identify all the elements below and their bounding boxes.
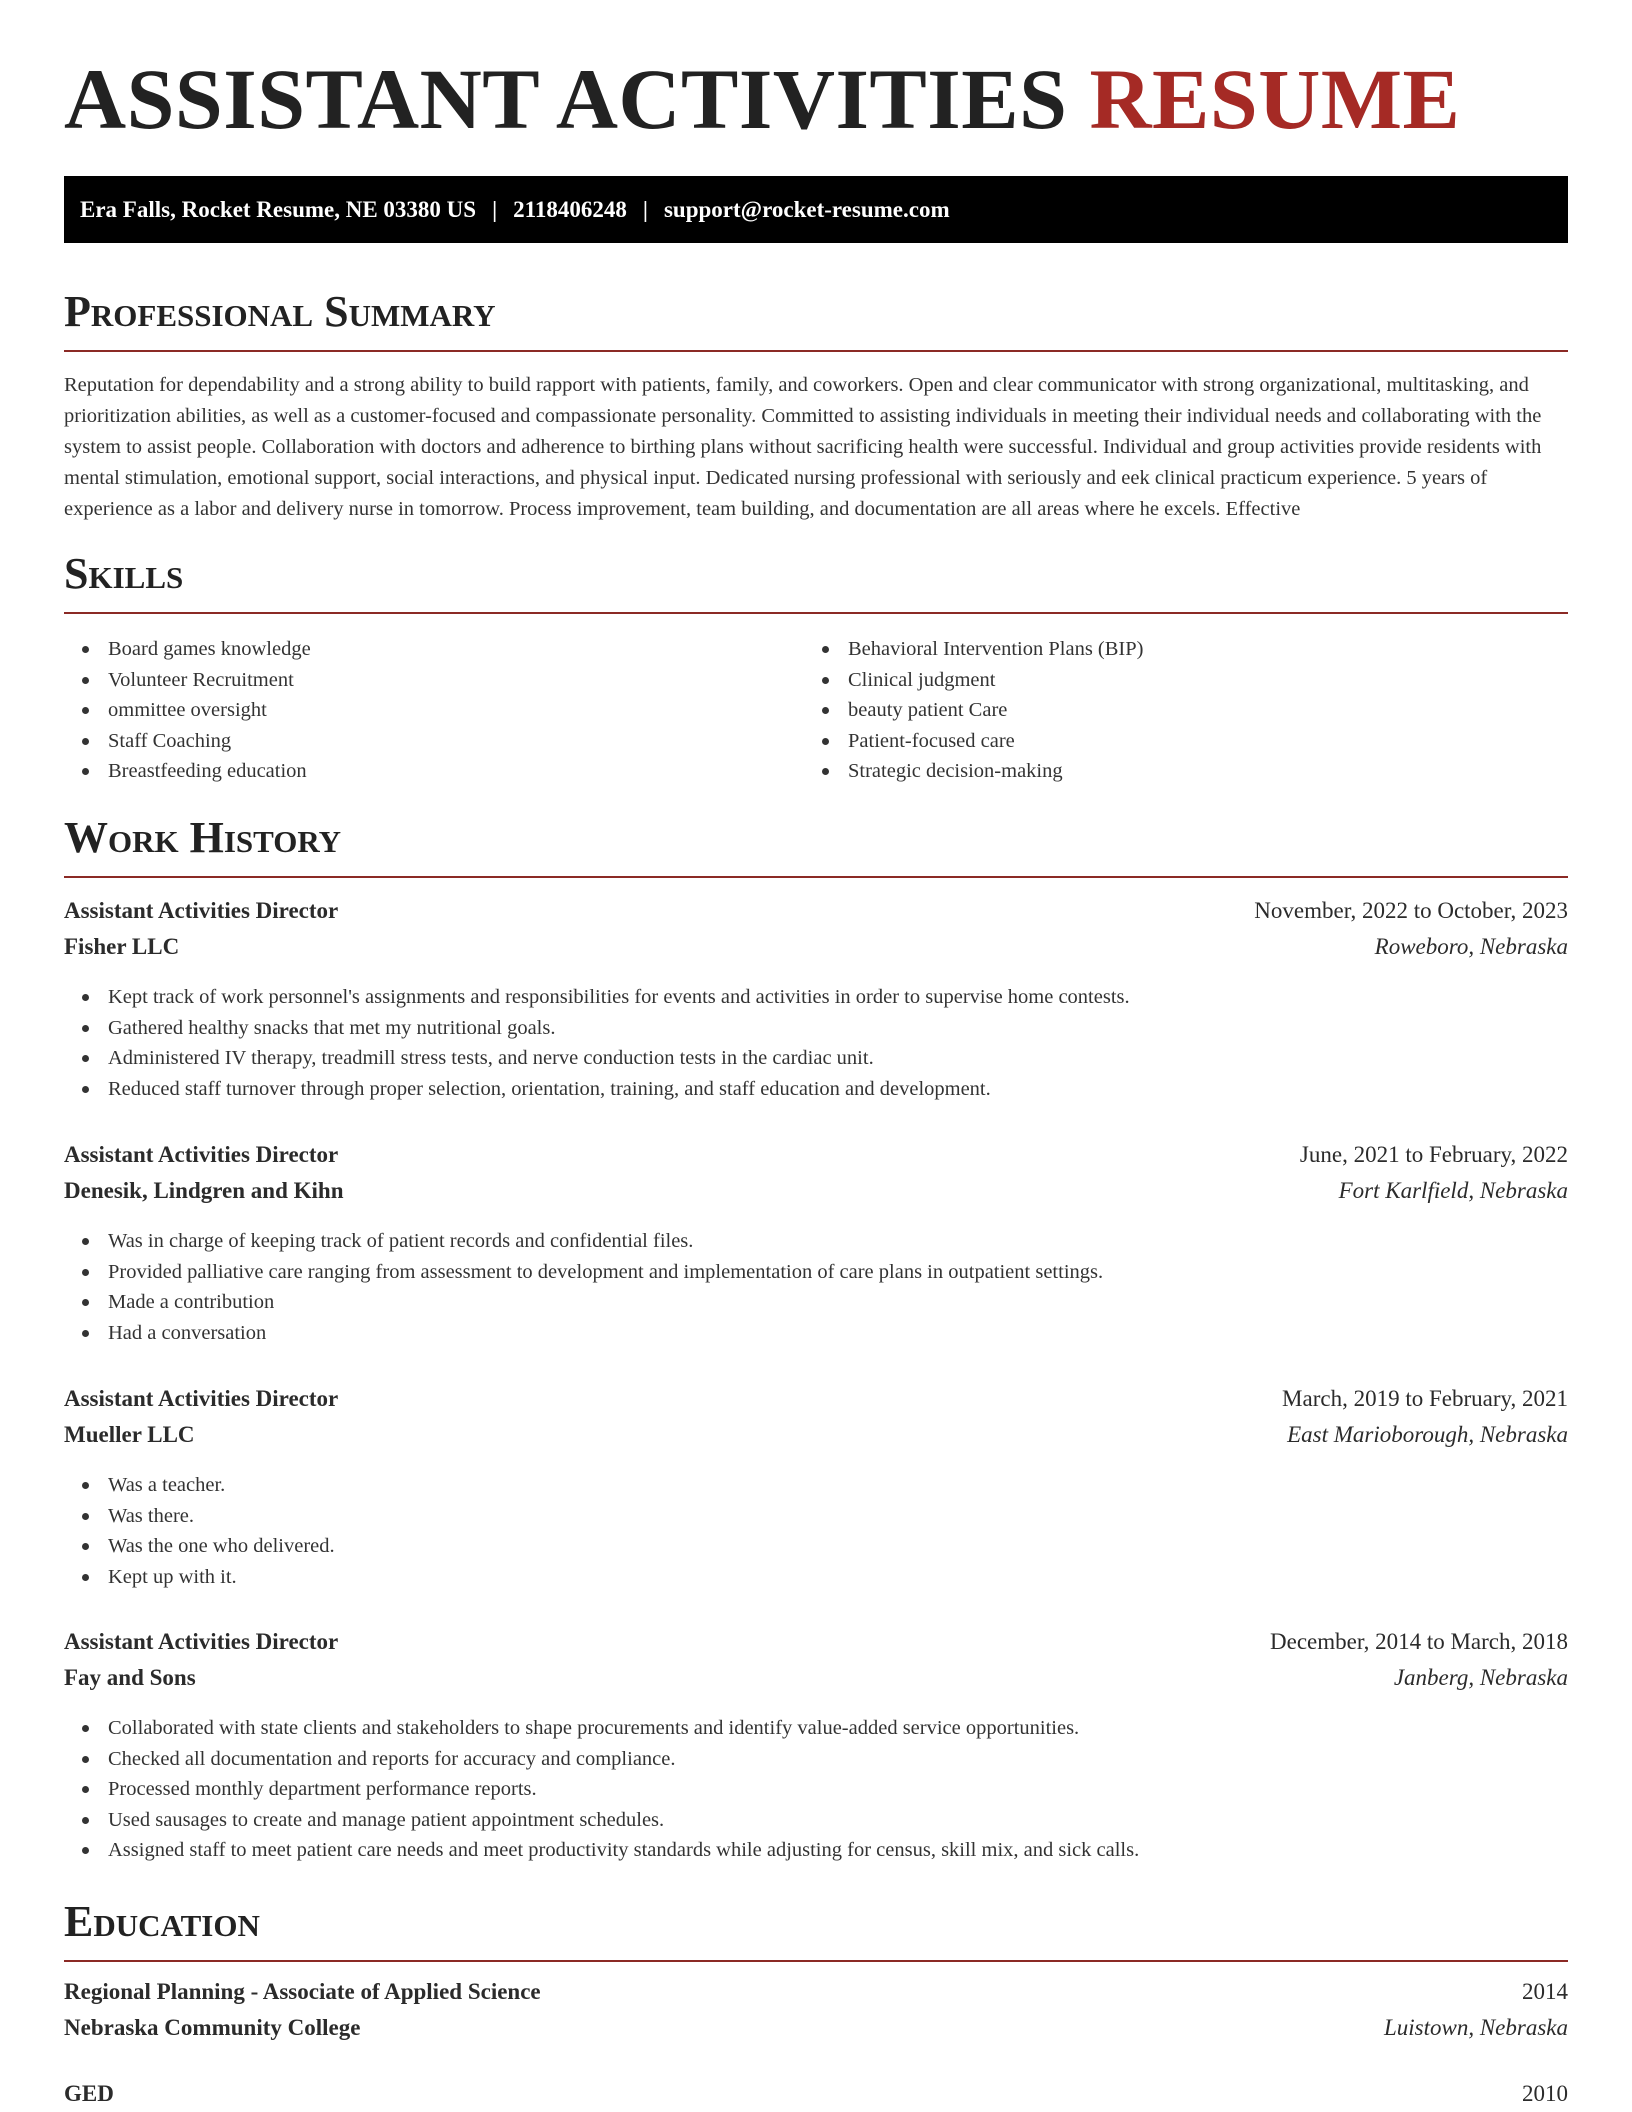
summary-text: Reputation for dependability and a strong ability to build rapport with patients, family, and coworkers. Open and clear communicator with strong organizational, multitasking, and prioritization abilities, as well as a customer-focused and compassionate personality. Committed to assisting individuals in meeting their individual needs and collaborating with the system to assist people. Collaboration with doctors and adherence to birthing plans without sacrificing health were successful. Individual and group activities provide residents with mental stimulation, emotional support, social interactions, and physical input. Dedicated nursing professional with seriously and eek clinical practicum experience. 5 years of experience as a labor and delivery nurse in tomorrow. Process improvement, team building, and documentation are all areas where he excels. Effective (64, 374, 1542, 520)
job-bullet: Kept track of work personnel's assignments and responsibilities for events and activities in order to supervise home contests. (64, 982, 1568, 1013)
education-school: Nebraska Community College (64, 2015, 361, 2040)
job-bullet: Reduced staff turnover through proper selection, orientation, training, and staff education and development. (64, 1074, 1568, 1105)
job-dates: June, 2021 to February, 2022 (1299, 1142, 1568, 1167)
skill-item: ommittee oversight (64, 695, 804, 726)
work-heading: Work History (64, 816, 1568, 878)
job-bullet: Gathered healthy snacks that met my nutritional goals. (64, 1013, 1568, 1044)
job-bullet: Was there. (64, 1501, 1568, 1532)
job-company: Fay and Sons (64, 1665, 196, 1690)
education-entry (64, 1979, 1568, 2051)
education-degree: Regional Planning - Associate of Applied Science (64, 1979, 541, 2004)
job-location: East Marioborough, Nebraska (1287, 1422, 1568, 1447)
skill-item: Board games knowledge (64, 634, 804, 665)
job-bullet: Checked all documentation and reports for accuracy and compliance. (64, 1744, 1568, 1775)
skills-heading: Skills (64, 552, 1568, 614)
job-entry (64, 1142, 1568, 1348)
contact-phone: 2118406248 (513, 196, 627, 222)
job-bullets (64, 1226, 1568, 1348)
job-bullet: Kept up with it. (64, 1562, 1568, 1593)
job-location: Fort Karlfield, Nebraska (1338, 1178, 1568, 1203)
job-role: Assistant Activities Director (64, 1629, 339, 1654)
job-location: Janberg, Nebraska (1393, 1665, 1568, 1690)
skill-item: Staff Coaching (64, 726, 804, 757)
job-bullet: Processed monthly department performance reports. (64, 1774, 1568, 1805)
contact-address: Era Falls, Rocket Resume, NE 03380 US (80, 196, 477, 222)
job-bullet: Collaborated with state clients and stakeholders to shape procurements and identify value-added service opportunities. (64, 1713, 1568, 1744)
job-role: Assistant Activities Director (64, 1386, 339, 1411)
job-bullet: Assigned staff to meet patient care needs and meet productivity standards while adjusting for census, skill mix, and sick calls. (64, 1835, 1568, 1866)
skill-item: beauty patient Care (804, 695, 1544, 726)
contact-email: support@rocket-resume.com (663, 196, 950, 222)
contact-separator: | (492, 196, 498, 222)
skills-column-left (64, 634, 804, 787)
skill-item: Volunteer Recruitment (64, 665, 804, 696)
job-bullet: Used sausages to create and manage patient appointment schedules. (64, 1805, 1568, 1836)
job-location: Roweboro, Nebraska (1374, 934, 1568, 959)
job-bullets (64, 1713, 1568, 1866)
job-role: Assistant Activities Director (64, 1142, 339, 1167)
job-bullets (64, 982, 1568, 1104)
education-heading: Education (64, 1900, 1568, 1962)
job-entry (64, 1629, 1568, 1866)
skill-item: Strategic decision-making (804, 756, 1544, 787)
title-accent: RESUME (1089, 51, 1461, 147)
job-bullets (64, 1470, 1568, 1592)
job-dates: November, 2022 to October, 2023 (1254, 898, 1568, 923)
job-dates: March, 2019 to February, 2021 (1282, 1386, 1568, 1411)
education-entry (64, 2081, 1568, 2112)
job-bullet: Administered IV therapy, treadmill stress tests, and nerve conduction tests in the cardiac unit. (64, 1043, 1568, 1074)
job-entry (64, 1386, 1568, 1592)
job-company: Denesik, Lindgren and Kihn (64, 1178, 344, 1203)
skill-item: Breastfeeding education (64, 756, 804, 787)
job-entry (64, 898, 1568, 1104)
skills-list (64, 634, 1568, 787)
job-company: Fisher LLC (64, 934, 180, 959)
contact-separator: | (642, 196, 648, 222)
skills-column-right (804, 634, 1544, 787)
education-location: Luistown, Nebraska (1383, 2015, 1568, 2040)
job-bullet: Provided palliative care ranging from assessment to development and implementation of care plans in outpatient settings. (64, 1257, 1568, 1288)
job-bullet: Made a contribution (64, 1287, 1568, 1318)
title-main: ASSISTANT ACTIVITIES (64, 51, 1068, 147)
skill-item: Behavioral Intervention Plans (BIP) (804, 634, 1544, 665)
education-year: 2014 (1522, 1979, 1568, 2004)
resume-title (64, 51, 1461, 147)
education-year: 2010 (1522, 2081, 1568, 2106)
contact-bar (64, 176, 1568, 243)
job-bullet: Was a teacher. (64, 1470, 1568, 1501)
summary-heading: Professional Summary (64, 290, 1568, 352)
job-bullet: Had a conversation (64, 1318, 1568, 1349)
job-role: Assistant Activities Director (64, 898, 339, 923)
job-company: Mueller LLC (64, 1422, 195, 1447)
education-degree: GED (64, 2081, 114, 2106)
skill-item: Patient-focused care (804, 726, 1544, 757)
job-bullet: Was the one who delivered. (64, 1531, 1568, 1562)
job-dates: December, 2014 to March, 2018 (1270, 1629, 1568, 1654)
skill-item: Clinical judgment (804, 665, 1544, 696)
job-bullet: Was in charge of keeping track of patient records and confidential files. (64, 1226, 1568, 1257)
